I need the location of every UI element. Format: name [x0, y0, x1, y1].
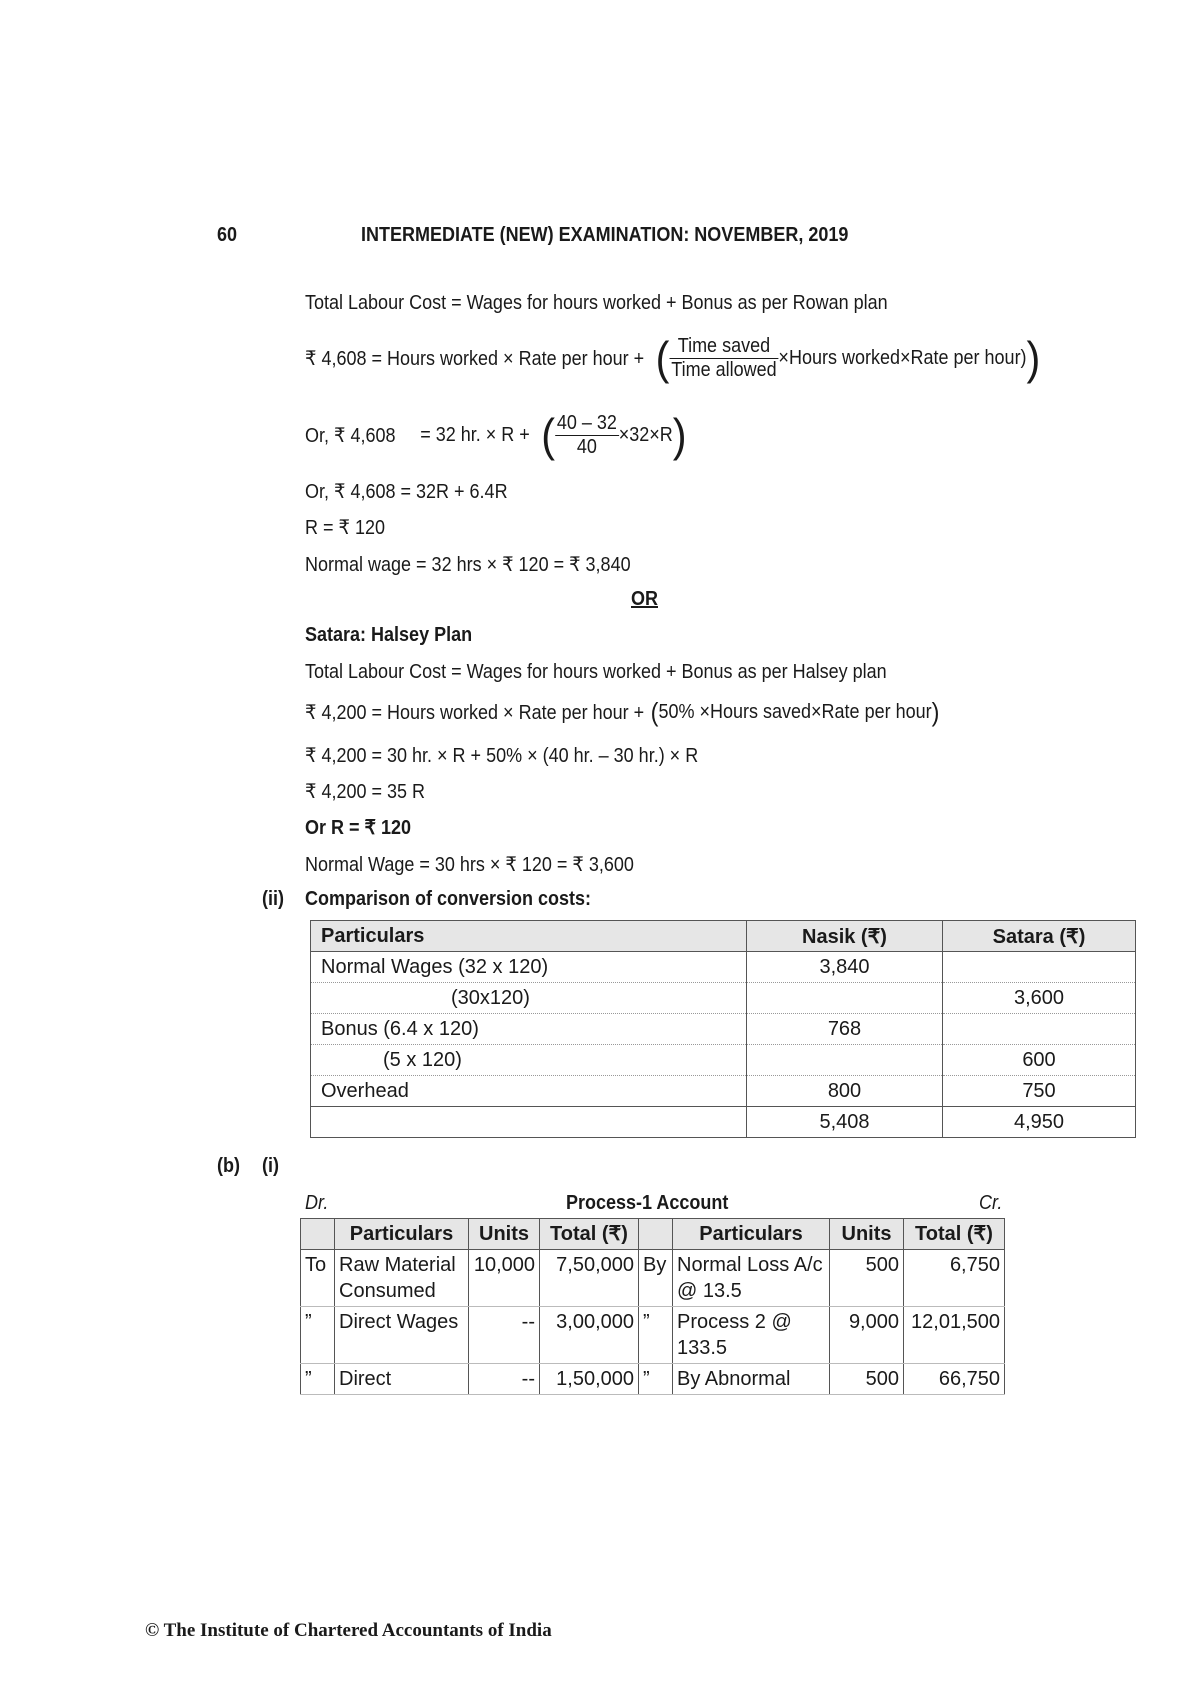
table-cell: 1,50,000: [540, 1364, 639, 1395]
column-header: Units: [830, 1219, 904, 1250]
rowan-line-5: R = ₹ 120: [305, 517, 386, 539]
rowan-line-3-prefix: Or, ₹ 4,608: [305, 424, 396, 447]
rowan-line-1: Total Labour Cost = Wages for hours worked + Bonus as per Rowan plan: [305, 292, 888, 314]
close-paren: ): [931, 697, 940, 727]
section-ii-label: (ii): [262, 888, 284, 910]
open-paren: (: [644, 332, 670, 384]
column-header: [301, 1219, 335, 1250]
table-cell: Process 2 @ 133.5: [673, 1307, 830, 1364]
table-cell: (30x120): [311, 983, 747, 1014]
table-cell: [747, 983, 943, 1014]
open-paren: (: [529, 409, 556, 461]
halsey-line-2: [305, 697, 939, 728]
table-cell: 500: [830, 1364, 904, 1395]
close-paren: ): [672, 409, 687, 461]
table-row: [301, 1307, 1005, 1364]
comparison-table: [310, 920, 1136, 1138]
or-separator: OR: [631, 588, 658, 610]
fraction-denominator: Time allowed: [671, 358, 777, 381]
time-saved-fraction: [669, 335, 778, 382]
table-row: [311, 952, 1136, 983]
process-account-table: [300, 1218, 1005, 1395]
table-cell: 3,600: [943, 983, 1136, 1014]
table-cell: Normal Loss A/c @ 13.5: [673, 1250, 830, 1307]
table-cell: Overhead: [311, 1076, 747, 1107]
footer-copyright: © The Institute of Chartered Accountants of India: [145, 1620, 552, 1641]
fraction-numerator: Time saved: [669, 335, 778, 359]
page-number: 60: [217, 224, 238, 246]
halsey-line-2-prefix: ₹ 4,200 = Hours worked × Rate per hour +: [305, 702, 645, 724]
open-paren: (: [644, 697, 659, 727]
table-cell: 12,01,500: [904, 1307, 1005, 1364]
table-cell: 10,000: [469, 1250, 540, 1307]
column-header: Units: [469, 1219, 540, 1250]
close-paren: ): [1026, 332, 1041, 384]
table-row: [311, 1014, 1136, 1045]
table-cell: Direct Wages: [335, 1307, 469, 1364]
table-cell: 9,000: [830, 1307, 904, 1364]
column-header: Particulars: [311, 921, 747, 952]
table-cell: 800: [747, 1076, 943, 1107]
table-row: [311, 983, 1136, 1014]
table-cell: ”: [301, 1307, 335, 1364]
table-cell: 768: [747, 1014, 943, 1045]
table-row: [311, 1076, 1136, 1107]
table-cell: To: [301, 1250, 335, 1307]
table-cell: Normal Wages (32 x 120): [311, 952, 747, 983]
table-cell: --: [469, 1364, 540, 1395]
table-cell: ”: [301, 1364, 335, 1395]
table-total-row: [311, 1107, 1136, 1138]
halsey-line-1: Total Labour Cost = Wages for hours worked + Bonus as per Halsey plan: [305, 661, 887, 683]
dr-label: Dr.: [305, 1192, 329, 1214]
rowan-line-3: [305, 404, 687, 466]
table-cell: 7,50,000: [540, 1250, 639, 1307]
table-row: [301, 1250, 1005, 1307]
rowan-line-2: [305, 328, 1040, 388]
column-header: [639, 1219, 673, 1250]
rowan-line-3-mid: = 32 hr. × R +: [420, 423, 530, 446]
fraction-denominator: 40: [576, 435, 597, 458]
halsey-line-6: Normal Wage = 30 hrs × ₹ 120 = ₹ 3,600: [305, 854, 634, 876]
table-cell: Direct: [335, 1364, 469, 1395]
table-cell: ”: [639, 1307, 673, 1364]
table-row: [311, 1045, 1136, 1076]
table-cell: (5 x 120): [311, 1045, 747, 1076]
rowan-line-3-suffix: ×32×R: [618, 423, 673, 446]
table-cell: 3,00,000: [540, 1307, 639, 1364]
table-cell: ”: [639, 1364, 673, 1395]
table-cell: [943, 1014, 1136, 1045]
column-header: Total (₹): [540, 1219, 639, 1250]
table-cell: 750: [943, 1076, 1136, 1107]
process-account-title: Process-1 Account: [566, 1192, 729, 1214]
table-cell: 600: [943, 1045, 1136, 1076]
table-cell: 4,950: [943, 1107, 1136, 1138]
table-cell: Bonus (6.4 x 120): [311, 1014, 747, 1045]
column-header: Particulars: [673, 1219, 830, 1250]
column-header: Particulars: [335, 1219, 469, 1250]
halsey-heading: Satara: Halsey Plan: [305, 624, 473, 646]
rowan-line-2-suffix: ×Hours worked×Rate per hour): [778, 346, 1027, 369]
table-cell: 5,408: [747, 1107, 943, 1138]
table-cell: 500: [830, 1250, 904, 1307]
halsey-line-2-paren: 50% ×Hours saved×Rate per hour: [658, 701, 932, 723]
halsey-line-3: ₹ 4,200 = 30 hr. × R + 50% × (40 hr. – 30 hr.) × R: [305, 745, 699, 767]
rowan-line-4: Or, ₹ 4,608 = 32R + 6.4R: [305, 481, 508, 503]
column-header: Total (₹): [904, 1219, 1005, 1250]
column-header: Satara (₹): [943, 921, 1136, 952]
rowan-line-6: Normal wage = 32 hrs × ₹ 120 = ₹ 3,840: [305, 554, 631, 576]
section-ii-heading: Comparison of conversion costs:: [305, 888, 592, 910]
rowan-line-2-prefix: ₹ 4,608 = Hours worked × Rate per hour +: [305, 347, 645, 370]
cr-label: Cr.: [979, 1192, 1003, 1214]
page-title: INTERMEDIATE (NEW) EXAMINATION: NOVEMBER, 2019: [361, 224, 849, 246]
table-cell: 6,750: [904, 1250, 1005, 1307]
halsey-line-5: Or R = ₹ 120: [305, 817, 412, 839]
halsey-line-4: ₹ 4,200 = 35 R: [305, 781, 426, 803]
table-cell: By Abnormal: [673, 1364, 830, 1395]
table-cell: By: [639, 1250, 673, 1307]
table-cell: 3,840: [747, 952, 943, 983]
table-cell: [311, 1107, 747, 1138]
table-cell: 66,750: [904, 1364, 1005, 1395]
fraction-numerator: 40 – 32: [556, 411, 617, 434]
column-header: Nasik (₹): [747, 921, 943, 952]
table-cell: Raw Material Consumed: [335, 1250, 469, 1307]
table-cell: [747, 1045, 943, 1076]
hours-fraction: [555, 412, 619, 459]
table-cell: --: [469, 1307, 540, 1364]
table-cell: [943, 952, 1136, 983]
table-row: [301, 1364, 1005, 1395]
section-b-label: (b): [217, 1155, 240, 1177]
section-i-label: (i): [262, 1155, 280, 1177]
